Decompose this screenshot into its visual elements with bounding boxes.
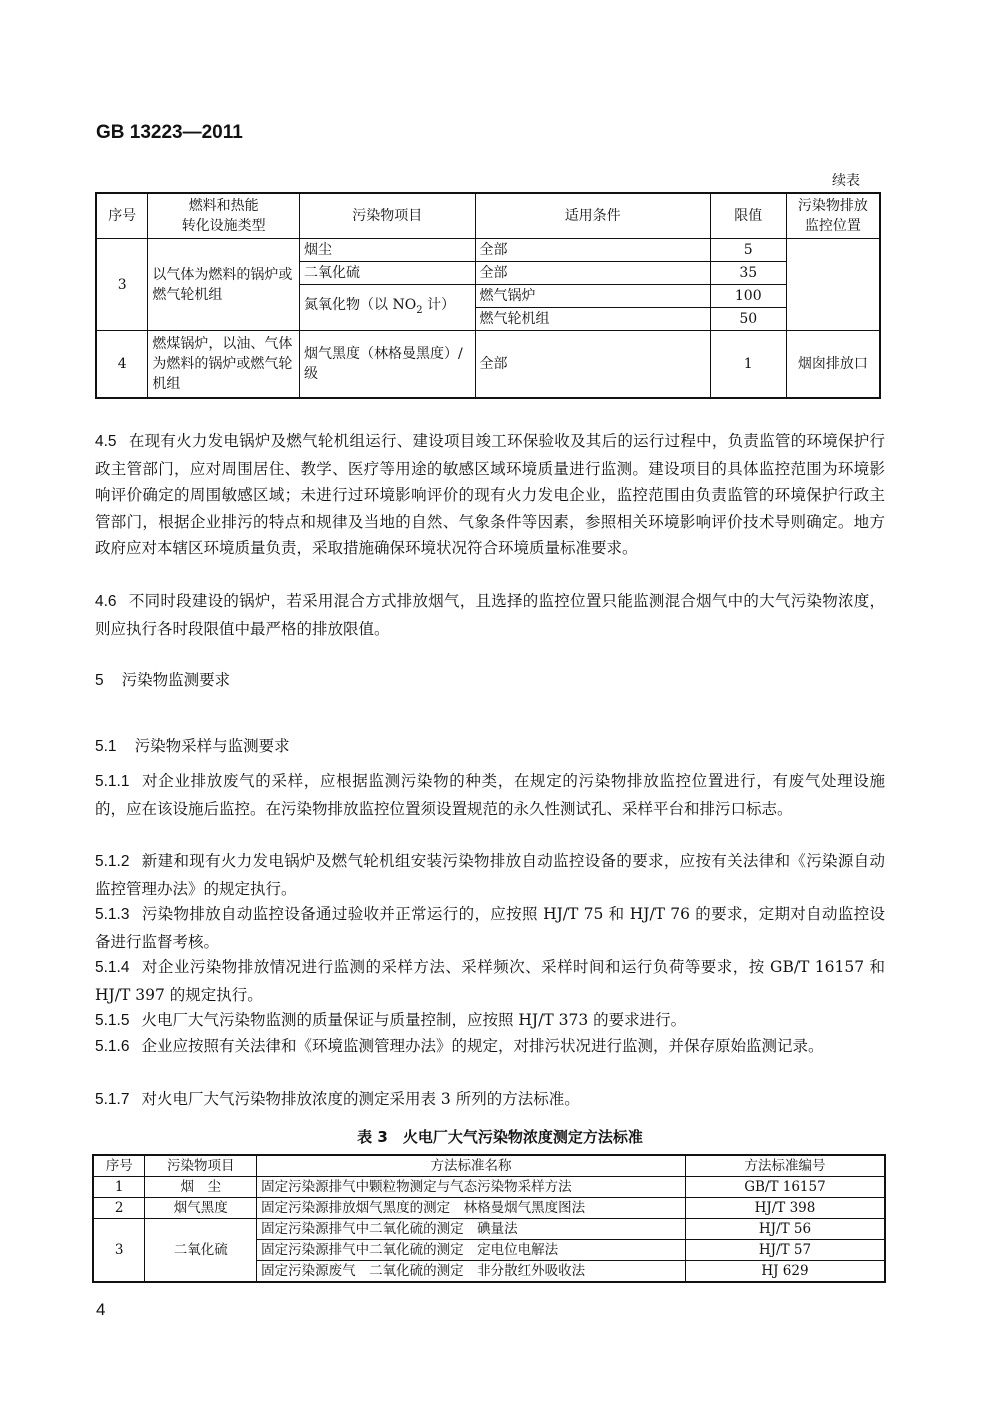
paragraph-5-1-3	[95, 901, 885, 955]
row-code: GB/T 16157	[685, 1177, 885, 1198]
row-pollutant: 烟 尘	[145, 1177, 257, 1198]
clause-number: 5.1.6	[95, 1038, 130, 1055]
clause-number: 5.1.1	[95, 773, 130, 790]
clause-number: 5.1.7	[95, 1091, 130, 1108]
table-header-row	[93, 1155, 885, 1177]
paragraph-text: 不同时段建设的锅炉，若采用混合方式排放烟气，且选择的监控位置只能监测混合烟气中的大气污染物浓度，则应执行各时段限值中最严格的排放限值。	[95, 592, 885, 638]
row-limit: 35	[710, 262, 786, 285]
table-row	[93, 1219, 885, 1240]
col-header-condition: 适用条件	[475, 193, 710, 239]
paragraph-text: 新建和现有火力发电锅炉及燃气轮机组安装污染物排放自动监控设备的要求，应按有关法律和《污染源自动监控管理办法》的规定执行。	[95, 852, 885, 898]
row-code: HJ/T 56	[685, 1219, 885, 1240]
col-header-method: 方法标准名称	[257, 1155, 686, 1177]
row-method: 固定污染源排气中二氧化硫的测定 定电位电解法	[257, 1240, 686, 1261]
paragraph-5-1-1	[95, 768, 885, 822]
paragraph-text: 对企业排放废气的采样，应根据监测污染物的种类，在规定的污染物排放监控位置进行，有废气处理设施的，应在该设施后监控。在污染物排放监控位置须设置规范的永久性测试孔、采样平台和排污口标志。	[95, 772, 885, 818]
paragraph-5-1-5	[95, 1007, 885, 1035]
row-condition: 全部	[475, 262, 710, 285]
section-number: 5.1	[95, 738, 117, 755]
row-code: HJ 629	[685, 1261, 885, 1283]
col-header-seq: 序号	[93, 1155, 145, 1177]
paragraph-5-1-2	[95, 848, 885, 902]
table-row	[93, 1198, 885, 1219]
row-limit: 5	[710, 239, 786, 262]
row-pollutant-nox	[300, 285, 476, 331]
paragraph-text: 对火电厂大气污染物排放浓度的测定采用表 3 所列的方法标准。	[141, 1090, 580, 1108]
row-method: 固定污染源排气中二氧化硫的测定 碘量法	[257, 1219, 686, 1240]
row-seq: 2	[93, 1198, 145, 1219]
row-seq: 3	[93, 1219, 145, 1283]
row-seq: 3	[96, 239, 148, 331]
paragraph-text: 火电厂大气污染物监测的质量保证与质量控制，应按照 HJ/T 373 的要求进行。	[141, 1011, 687, 1029]
row-seq: 4	[96, 331, 148, 399]
row-condition: 全部	[475, 331, 710, 399]
col-header-pollutant: 污染物项目	[300, 193, 476, 239]
row-seq: 1	[93, 1177, 145, 1198]
row-condition: 全部	[475, 239, 710, 262]
col-header-location	[786, 193, 880, 239]
col-header-fuel-line1: 燃料和热能	[188, 198, 259, 214]
col-header-location-line1: 污染物排放	[797, 198, 868, 214]
row-condition: 燃气轮机组	[475, 308, 710, 331]
row-pollutant: 烟尘	[300, 239, 476, 262]
row-condition: 燃气锅炉	[475, 285, 710, 308]
row-method: 固定污染源排放烟气黑度的测定 林格曼烟气黑度图法	[257, 1198, 686, 1219]
page-number: 4	[96, 1300, 106, 1319]
clause-number: 5.1.3	[95, 906, 130, 923]
clause-number: 4.6	[95, 593, 117, 610]
section-title: 污染物监测要求	[121, 671, 231, 689]
row-method: 固定污染源排气中颗粒物测定与气态污染物采样方法	[257, 1177, 686, 1198]
section-title: 污染物采样与监测要求	[134, 737, 290, 755]
paragraph-5-1-6	[95, 1033, 885, 1061]
paragraph-text: 对企业污染物排放情况进行监测的采样方法、采样频次、采样时间和运行负荷等要求，按 GB/T 16157 和 HJ/T 397 的规定执行。	[95, 958, 885, 1004]
paragraph-4-5	[95, 428, 885, 562]
col-header-seq: 序号	[96, 193, 148, 239]
table-row	[96, 331, 880, 399]
row-code: HJ/T 398	[685, 1198, 885, 1219]
row-pollutant: 烟气黑度（林格曼黑度）/级	[300, 331, 476, 399]
paragraph-5-1-4	[95, 954, 885, 1008]
nox-subscript: 2	[416, 304, 423, 316]
section-heading-5-1	[95, 734, 290, 756]
row-pollutant: 二氧化硫	[300, 262, 476, 285]
col-header-fuel	[148, 193, 300, 239]
row-location-empty	[786, 239, 880, 331]
paragraph-4-6	[95, 588, 885, 642]
col-header-pollutant: 污染物项目	[145, 1155, 257, 1177]
table-header-row	[96, 193, 880, 239]
row-limit: 1	[710, 331, 786, 399]
method-standards-table	[92, 1154, 886, 1283]
continued-label: 续表	[832, 173, 860, 189]
section-number: 5	[95, 672, 104, 689]
clause-number: 4.5	[95, 433, 117, 450]
table-3-title: 表 3 火电厂大气污染物浓度测定方法标准	[357, 1128, 643, 1146]
col-header-fuel-line2: 转化设施类型	[181, 218, 266, 234]
row-pollutant: 烟气黑度	[145, 1198, 257, 1219]
row-fuel-type: 以气体为燃料的锅炉或燃气轮机组	[148, 239, 300, 331]
row-pollutant: 二氧化硫	[145, 1219, 257, 1283]
standard-code: GB 13223—2011	[96, 122, 243, 143]
table-row	[93, 1177, 885, 1198]
paragraph-text: 企业应按照有关法律和《环境监测管理办法》的规定，对排污状况进行监测，并保存原始监测记录。	[141, 1037, 824, 1055]
emission-limits-table	[95, 192, 881, 399]
row-limit: 100	[710, 285, 786, 308]
row-location: 烟囱排放口	[786, 331, 880, 399]
clause-number: 5.1.4	[95, 959, 130, 976]
col-header-code: 方法标准编号	[685, 1155, 885, 1177]
clause-number: 5.1.5	[95, 1012, 130, 1029]
row-fuel-type: 燃煤锅炉，以油、气体为燃料的锅炉或燃气轮机组	[148, 331, 300, 399]
nox-suffix: 计）	[422, 296, 456, 313]
clause-number: 5.1.2	[95, 853, 130, 870]
paragraph-text: 在现有火力发电锅炉及燃气轮机组运行、建设项目竣工环保验收及其后的运行过程中，负责监管的环境保护行政主管部门，应对周围居住、教学、医疗等用途的敏感区域环境质量进行监测。建设项目的具体监控范围为环境影响评价确定的周围敏感区域；未进行过环境影响评价的现有火力发电企业，监控范围由负责监管的环境保护行政主管部门，根据企业排污的特点和规律及当地的自然、气象条件等因素，参照相关环境影响评价技术导则确定。地方政府应对本辖区环境质量负责，采取措施确保环境状况符合环境质量标准要求。	[95, 432, 885, 557]
section-heading-5	[95, 668, 230, 690]
paragraph-text: 污染物排放自动监控设备通过验收并正常运行的，应按照 HJ/T 75 和 HJ/T 76 的要求，定期对自动监控设备进行监督考核。	[95, 905, 885, 951]
table-row	[96, 239, 880, 262]
col-header-limit: 限值	[710, 193, 786, 239]
paragraph-5-1-7	[95, 1086, 885, 1114]
row-limit: 50	[710, 308, 786, 331]
row-method: 固定污染源废气 二氧化硫的测定 非分散红外吸收法	[257, 1261, 686, 1283]
nox-label: 氮氧化物（以 NO	[304, 296, 417, 313]
row-code: HJ/T 57	[685, 1240, 885, 1261]
col-header-location-line2: 监控位置	[804, 218, 861, 234]
